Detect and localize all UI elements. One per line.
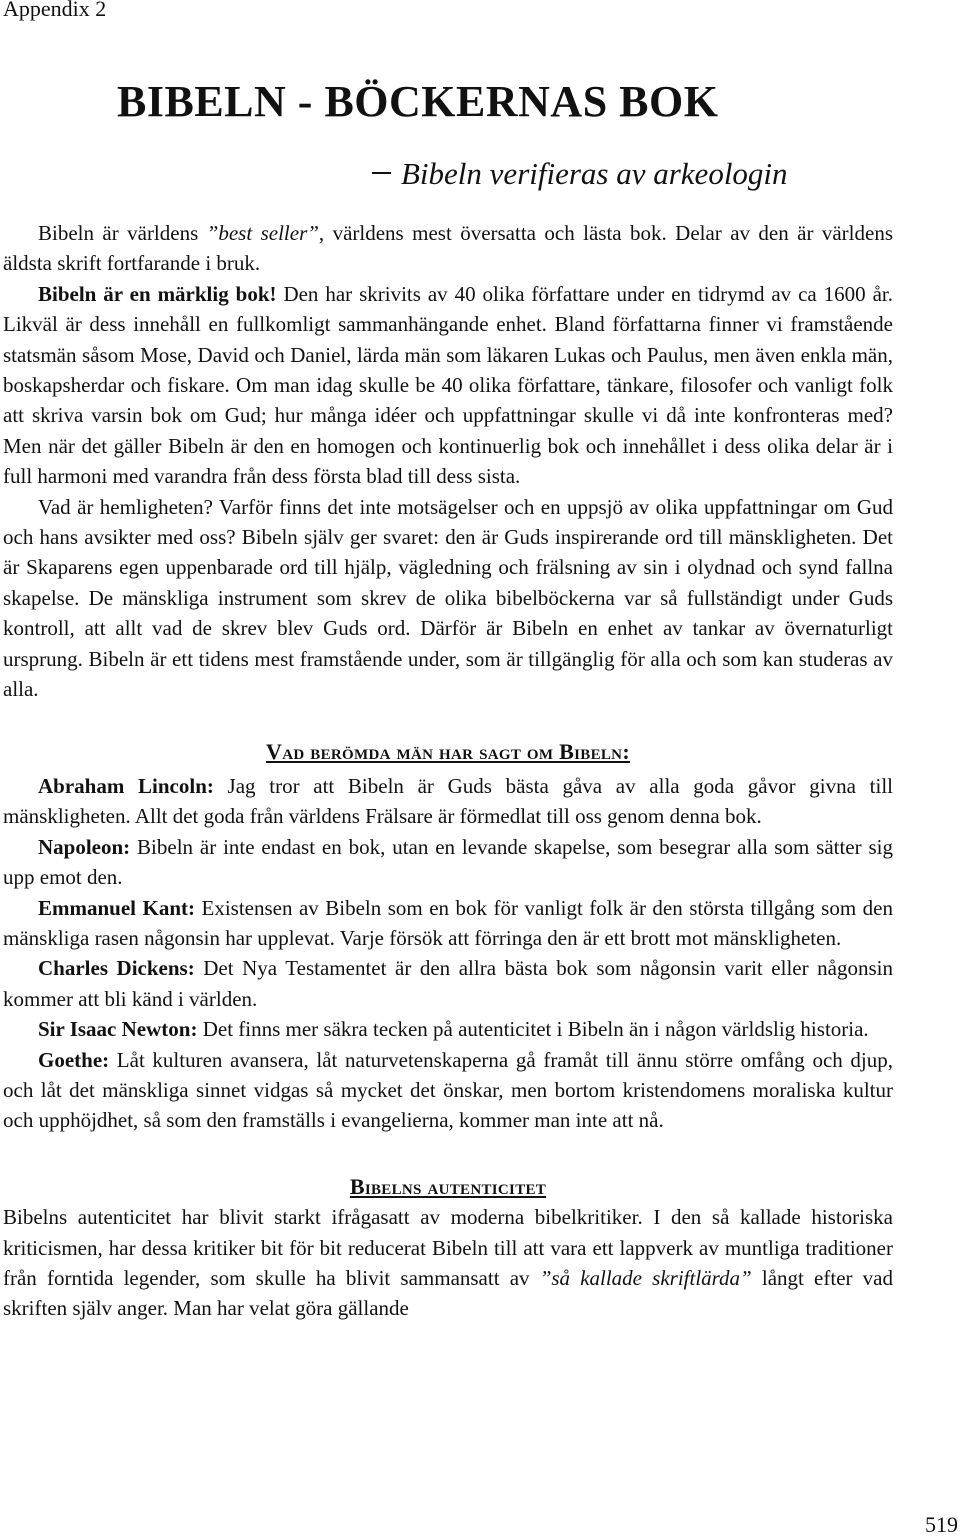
dash-rule (372, 172, 391, 174)
subtitle (372, 156, 788, 192)
quote-author: Emmanuel Kant: (38, 895, 195, 920)
page-number: 519 (925, 1512, 958, 1537)
quote-author: Sir Isaac Newton: (38, 1017, 198, 1042)
quote-text: Låt kulturen avansera, låt naturvetenskaperna gå framåt till ännu större omfång och djup, och låt det mänskliga sinnet vidgas så mycket det önskar, men bortom kristendomens moraliska kultur och upphöjdhet, så som den framställs i evangelierna, kommer man inte att nå. (3, 1047, 893, 1133)
authenticity-paragraph (3, 1202, 893, 1324)
subtitle-text: Bibeln verifieras av arkeologin (401, 156, 788, 191)
section-heading-famous: Vad berömda män har sagt om Bibeln: (266, 738, 630, 764)
intro-text: , världens mest översatta och lästa bok. Delar av den är världens äldsta skrift fortfarande i bruk. (3, 221, 894, 276)
authenticity-text: Bibelns autenticitet har blivit starkt ifrågasatt av moderna bibelkritiker. I den så kallade historiska kriticismen, har dessa kritiker bit för bit reducerat Bibeln till att vara ett lappverk av muntliga traditioner från forntida legender, som skulle ha blivit sammansatt av (3, 1205, 893, 1290)
quote-paragraph (3, 1014, 893, 1044)
quote-author: Napoleon: (38, 834, 131, 859)
quote-paragraph (3, 1045, 893, 1136)
quote-text: Jag tror att Bibeln är Guds bästa gåva av alla goda gåvor givna till mänskligheten. Allt det goda från världens Frälsare är förmedlat till oss genom denna bok. (3, 773, 893, 829)
quote-text: Bibeln är inte endast en bok, utan en levande skapelse, som besegrar alla som sätter sig upp emot den. (3, 834, 893, 890)
intro-emphasis: ”best seller” (206, 221, 319, 245)
quote-text: Existensen av Bibeln som en bok för vanligt folk är den största tillgång som den mänskliga rasen någonsin har upplevat. Varje försök att förringa den är ett brott mot mänskligheten. (3, 895, 893, 950)
intro-text: Bibeln är världens (38, 221, 207, 245)
body-text (3, 218, 893, 1324)
quote-paragraph (3, 771, 893, 832)
authenticity-text: långt efter vad skriften själv anger. Man har velat göra gällande (3, 1266, 893, 1321)
intro-lead: Bibeln är en märklig bok! (38, 281, 277, 306)
quote-text: Det finns mer säkra tecken på autenticitet i Bibeln än i någon världslig historia. (197, 1017, 869, 1042)
section-heading-authenticity: Bibelns autenticitet (349, 1173, 547, 1199)
quote-paragraph (3, 893, 893, 954)
quote-author: Goethe: (38, 1047, 110, 1072)
intro-paragraph-1 (3, 218, 893, 279)
intro-text: Den har skrivits av 40 olika författare under en tidrymd av ca 1600 år. Likväl är dess innehåll en fullkomligt sammanhängande enhet. Bland författarna finner vi framstående statsmän såsom Mose, David och Daniel, lärda män som läkaren Lukas och Paulus, men även enkla män, boskapsherdar och fiskare. Om man idag skulle be 40 olika författare, tänkare, filosofer och vanligt folk att skriva varsin bok om Gud; hur många idéer och uppfattningar skulle vi då inte konfronteras med? Men när det gäller Bibeln är den en homogen och kontinuerlig bok och innehållet i dess olika delar är i full harmoni med varandra från dess första blad till dess sista. (3, 281, 894, 489)
page-title: BIBELN - BÖCKERNAS BOK (117, 77, 719, 126)
intro-paragraph-3: Vad är hemligheten? Varför finns det inte motsägelser och en uppsjö av olika uppfattningar om Gud och hans avsikter med oss? Bibeln själv ger svaret: den är Guds inspirerande ord till mänskligheten. Det är Skaparens egen uppenbarade ord till hjälp, vägledning och frälsning av sin i olydnad och synd fallna skapelse. De mänskliga instrument som skrev de olika bibelböckerna var så fullständigt under Guds kontroll, att allt vad de skrev blev Guds ord. Därför är Bibeln en enhet av tankar av övernaturligt ursprung. Bibeln är ett tidens mest framstående under, som är tillgänglig för alla och som kan studeras av alla. (3, 494, 893, 702)
authenticity-emphasis: ”så kallade skriftlärda” (539, 1266, 752, 1290)
quote-author: Abraham Lincoln: (38, 773, 214, 798)
quote-text: Det Nya Testamentet är den allra bästa bok som någonsin varit eller någonsin kommer att bli känd i världen. (3, 956, 893, 1011)
quote-author: Charles Dickens: (38, 956, 195, 981)
quote-paragraph (3, 953, 893, 1014)
intro-paragraph-2 (3, 279, 893, 492)
quote-paragraph (3, 832, 893, 893)
appendix-label: Appendix 2 (3, 0, 107, 21)
